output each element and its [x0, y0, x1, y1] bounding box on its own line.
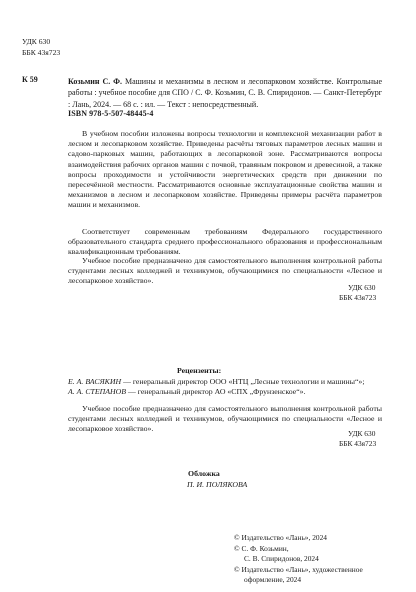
udk-code-bottom: УДК 630	[348, 429, 376, 438]
bbk-code-repeat: ББК 43я723	[339, 292, 377, 302]
copyright-line: © С. Ф. Козьмин,	[234, 543, 289, 553]
isbn: ISBN 978-5-507-48445-4	[68, 109, 154, 118]
reviewer-name: Е. А. ВАСЯКИН	[68, 376, 122, 386]
abstract-paragraph: Соответствует современным требованиям Федерального государственного образовательного стандарта среднего профессионального образования и профессиональным квалификационным требованиям.	[68, 227, 382, 257]
reviewer-position: — генеральный директор АО «СПХ „Фрунзенское“».	[126, 386, 306, 396]
copyright-line: оформление, 2024	[244, 575, 302, 585]
bibliographic-record	[68, 76, 382, 110]
reviewer-entry	[68, 378, 364, 386]
bbk-code: ББК 43я723	[22, 47, 61, 57]
copyright-line: © Издательство «Лань», художественное	[234, 564, 363, 574]
reviewers-title: Рецензенты:	[177, 366, 222, 375]
udk-code-repeat: УДК 630	[348, 283, 376, 292]
reviewer-name: А. А. СТЕПАНОВ	[68, 386, 127, 396]
abstract-paragraph: Учебное пособие предназначено для самостоятельного выполнения контрольной работы студентами лесных колледжей и техникумов, обучающимися по специальности «Лесное и лесопарковое хозяйство».	[68, 256, 382, 286]
author-name: Козьмин С. Ф.	[68, 77, 123, 86]
copyright-block	[234, 533, 363, 586]
reviewer-position: — генеральный директор ООО «НТЦ „Лесные технологии и машины“»;	[121, 376, 365, 386]
cover-credit-title: Обложка	[188, 469, 220, 478]
bbk-code-bottom: ББК 43я723	[339, 438, 377, 448]
author-mark: К 59	[22, 75, 38, 84]
cover-designer: П. И. ПОЛЯКОВА	[187, 480, 248, 489]
abstract-paragraph: В учебном пособии изложены вопросы технологии и комплексной механизации работ в лесном и лесопарковом хозяйстве. Приведены расчёты тяговых параметров лесных машин и садово-парковых машин, работающих в лесопарковой зоне. Рассматриваются вопросы взаимодействия рабочих органов машин с почвой, травяным покровом и древесиной, а также вопросы проходимости и устойчивости энергетических средств при движении по пересечённой местности. Рассматриваются основные эксплуатационные свойства машин и механизмов в лесном и лесопарковом хозяйстве. Приведены примеры расчёта параметров машин и механизмов.	[68, 129, 382, 210]
purpose-paragraph: Учебное пособие предназначено для самостоятельного выполнения контрольной работы студентами лесных колледжей и техникумов, обучающимися по специальности «Лесное и лесопарковое хозяйство».	[68, 404, 382, 434]
udk-code: УДК 630	[22, 37, 51, 46]
copyright-line: С. В. Спиридонов, 2024	[244, 554, 319, 564]
copyright-line: © Издательство «Лань», 2024	[234, 533, 327, 542]
reviewer-entry	[68, 388, 306, 396]
bibliographic-description: Машины и механизмы в лесном и лесопарковом хозяйстве. Контрольные работы : учебное пособие для СПО / С. Ф. Козьмин, С. В. Спиридонов. — Санкт-Петербург : Лань, 2024. — 68 с. : ил. — Текст : непосредственный.	[68, 77, 382, 109]
